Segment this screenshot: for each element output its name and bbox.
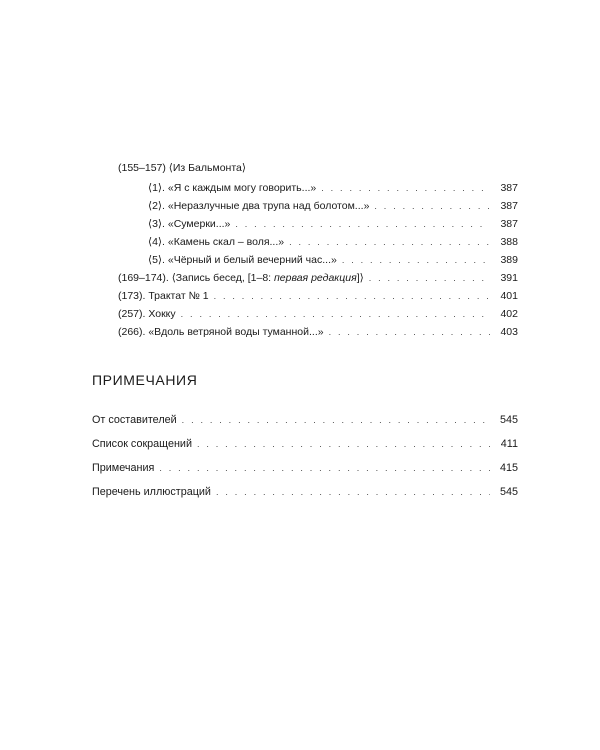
dot-leader	[342, 252, 490, 268]
toc-entry	[92, 484, 518, 500]
toc-entry-title: ⟨4⟩. «Камень скал – воля...»	[148, 236, 285, 248]
section-heading-notes: ПРИМЕЧАНИЯ	[92, 372, 198, 388]
dot-leader	[374, 198, 490, 214]
toc-entry-page: 403	[500, 326, 518, 338]
toc-entry-title: (266). «Вдоль ветряной воды туманной...»	[118, 326, 324, 338]
toc-entry-title: ⟨2⟩. «Неразлучные два трупа над болотом...»	[148, 200, 370, 212]
toc-entry-page: 389	[500, 254, 518, 266]
toc-entry-title: От составителей	[92, 414, 177, 426]
toc-entry-page: 387	[500, 218, 518, 230]
dot-leader	[369, 270, 490, 286]
toc-entry-title: Перечень иллюстраций	[92, 486, 211, 498]
dot-leader	[321, 180, 490, 196]
dot-leader	[159, 460, 490, 476]
dot-leader	[235, 216, 490, 232]
toc-entry-page: 411	[500, 438, 518, 450]
dot-leader	[182, 412, 490, 428]
toc-entry-page: 387	[500, 200, 518, 212]
toc-entry-page: 545	[499, 486, 518, 498]
dot-leader	[197, 436, 490, 452]
toc-group-title: (155–157) ⟨Из Бальмонта⟩	[118, 162, 246, 174]
dot-leader	[181, 306, 490, 322]
toc-entry	[118, 288, 518, 304]
toc-entry-title-prefix: (169–174). ⟨Запись бесед, [1–8:	[118, 272, 274, 284]
dot-leader	[214, 288, 490, 304]
toc-entry	[92, 436, 518, 452]
toc-entry-title: (173). Трактат № 1	[118, 290, 209, 302]
toc-entry	[148, 198, 518, 214]
toc-entry	[118, 270, 518, 286]
toc-entry-title: (257). Хокку	[118, 308, 176, 320]
toc-entry	[92, 412, 518, 428]
toc-entry-title: Примечания	[92, 462, 155, 474]
dot-leader	[216, 484, 490, 500]
toc-entry-page: 391	[500, 272, 518, 284]
toc-entry	[92, 460, 518, 476]
dot-leader	[289, 234, 490, 250]
toc-entry	[118, 306, 518, 322]
toc-entry-title: Список сокращений	[92, 438, 192, 450]
toc-entry-page: 545	[499, 414, 518, 426]
toc-entry-title: ⟨5⟩. «Чёрный и белый вечерний час...»	[148, 254, 337, 266]
toc-entry-title: ⟨1⟩. «Я с каждым могу говорить...»	[148, 182, 317, 194]
toc-entry	[118, 324, 518, 340]
toc-entry-page: 415	[499, 462, 518, 474]
toc-entry-title: ⟨3⟩. «Сумерки...»	[148, 218, 231, 230]
toc-entry	[148, 252, 518, 268]
toc-entry	[148, 216, 518, 232]
toc-entry-title-suffix: ]⟩	[356, 272, 364, 284]
toc-entry-title	[118, 270, 364, 286]
toc-entry-page: 402	[500, 308, 518, 320]
toc-entry-page: 387	[500, 182, 518, 194]
toc-entry-page: 401	[500, 290, 518, 302]
toc-entry	[148, 180, 518, 196]
toc-entry-page: 388	[500, 236, 518, 248]
toc-group-heading	[118, 160, 518, 176]
toc-entry	[148, 234, 518, 250]
dot-leader	[329, 324, 490, 340]
toc-entry-title-italic: первая редакция	[274, 272, 357, 284]
